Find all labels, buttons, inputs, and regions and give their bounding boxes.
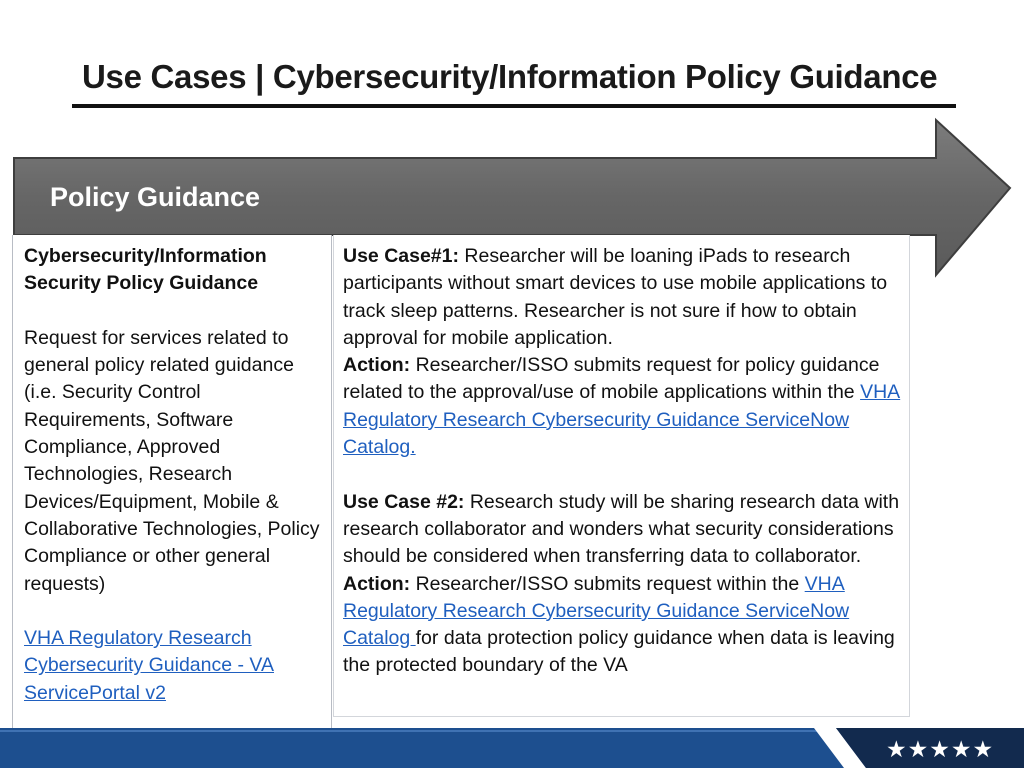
left-body: Request for services related to general policy related guidance (i.e. Security Control Requirements, Software Compliance, Approved Technologies, Research Devices/Equipment, Mobile & Collaborative Technologies, Policy Compliance or other general requests) xyxy=(24,326,320,595)
footer-stars: ★★★★★ xyxy=(886,736,995,762)
page-title: Use Cases | Cybersecurity/Information Policy Guidance xyxy=(82,58,938,95)
use-case-2-action xyxy=(343,571,905,680)
title-underline xyxy=(72,104,956,108)
banner-label: Policy Guidance xyxy=(50,182,261,212)
footer-bar xyxy=(0,728,1024,768)
use-case-1-action-label: Action: xyxy=(343,354,411,377)
use-case-1 xyxy=(343,243,905,352)
use-case-1-text: Researcher will be loaning iPads to research participants without smart devices to use mobile applications to track sleep patterns. Researcher is not sure if how to obtain approval for mobile application. xyxy=(343,245,888,349)
right-panel-text xyxy=(343,243,905,680)
servicenow-catalog-link-1[interactable]: VHA Regulatory Research Cybersecurity Guidance ServiceNow Catalog. xyxy=(343,381,901,459)
use-case-1-action-text: Researcher/ISSO submits request for policy guidance related to the approval/use of mobile applications within the xyxy=(343,354,880,404)
left-panel-text xyxy=(24,243,324,707)
use-case-2-action-tail: for data protection policy guidance when data is leaving the protected boundary of the VA xyxy=(343,627,895,677)
servicenow-catalog-link-2[interactable]: VHA Regulatory Research Cybersecurity Guidance ServiceNow Catalog xyxy=(343,572,850,650)
use-case-1-action xyxy=(343,352,905,461)
use-case-2-label: Use Case #2: xyxy=(343,490,465,513)
use-case-2-action-label: Action: xyxy=(343,572,411,595)
left-heading: Cybersecurity/Information Security Policy Guidance xyxy=(24,245,267,295)
use-case-1-label: Use Case#1: xyxy=(343,245,459,267)
use-case-2-text: Research study will be sharing research data with research collaborator and wonders what security considerations should be considered when transferring data to collaborator. xyxy=(343,490,900,568)
use-case-2-action-text: Researcher/ISSO submits request within the xyxy=(410,572,805,595)
serviceportal-link[interactable]: VHA Regulatory Research Cybersecurity Guidance - VA ServicePortal v2 xyxy=(24,627,274,704)
use-case-2 xyxy=(343,489,905,571)
